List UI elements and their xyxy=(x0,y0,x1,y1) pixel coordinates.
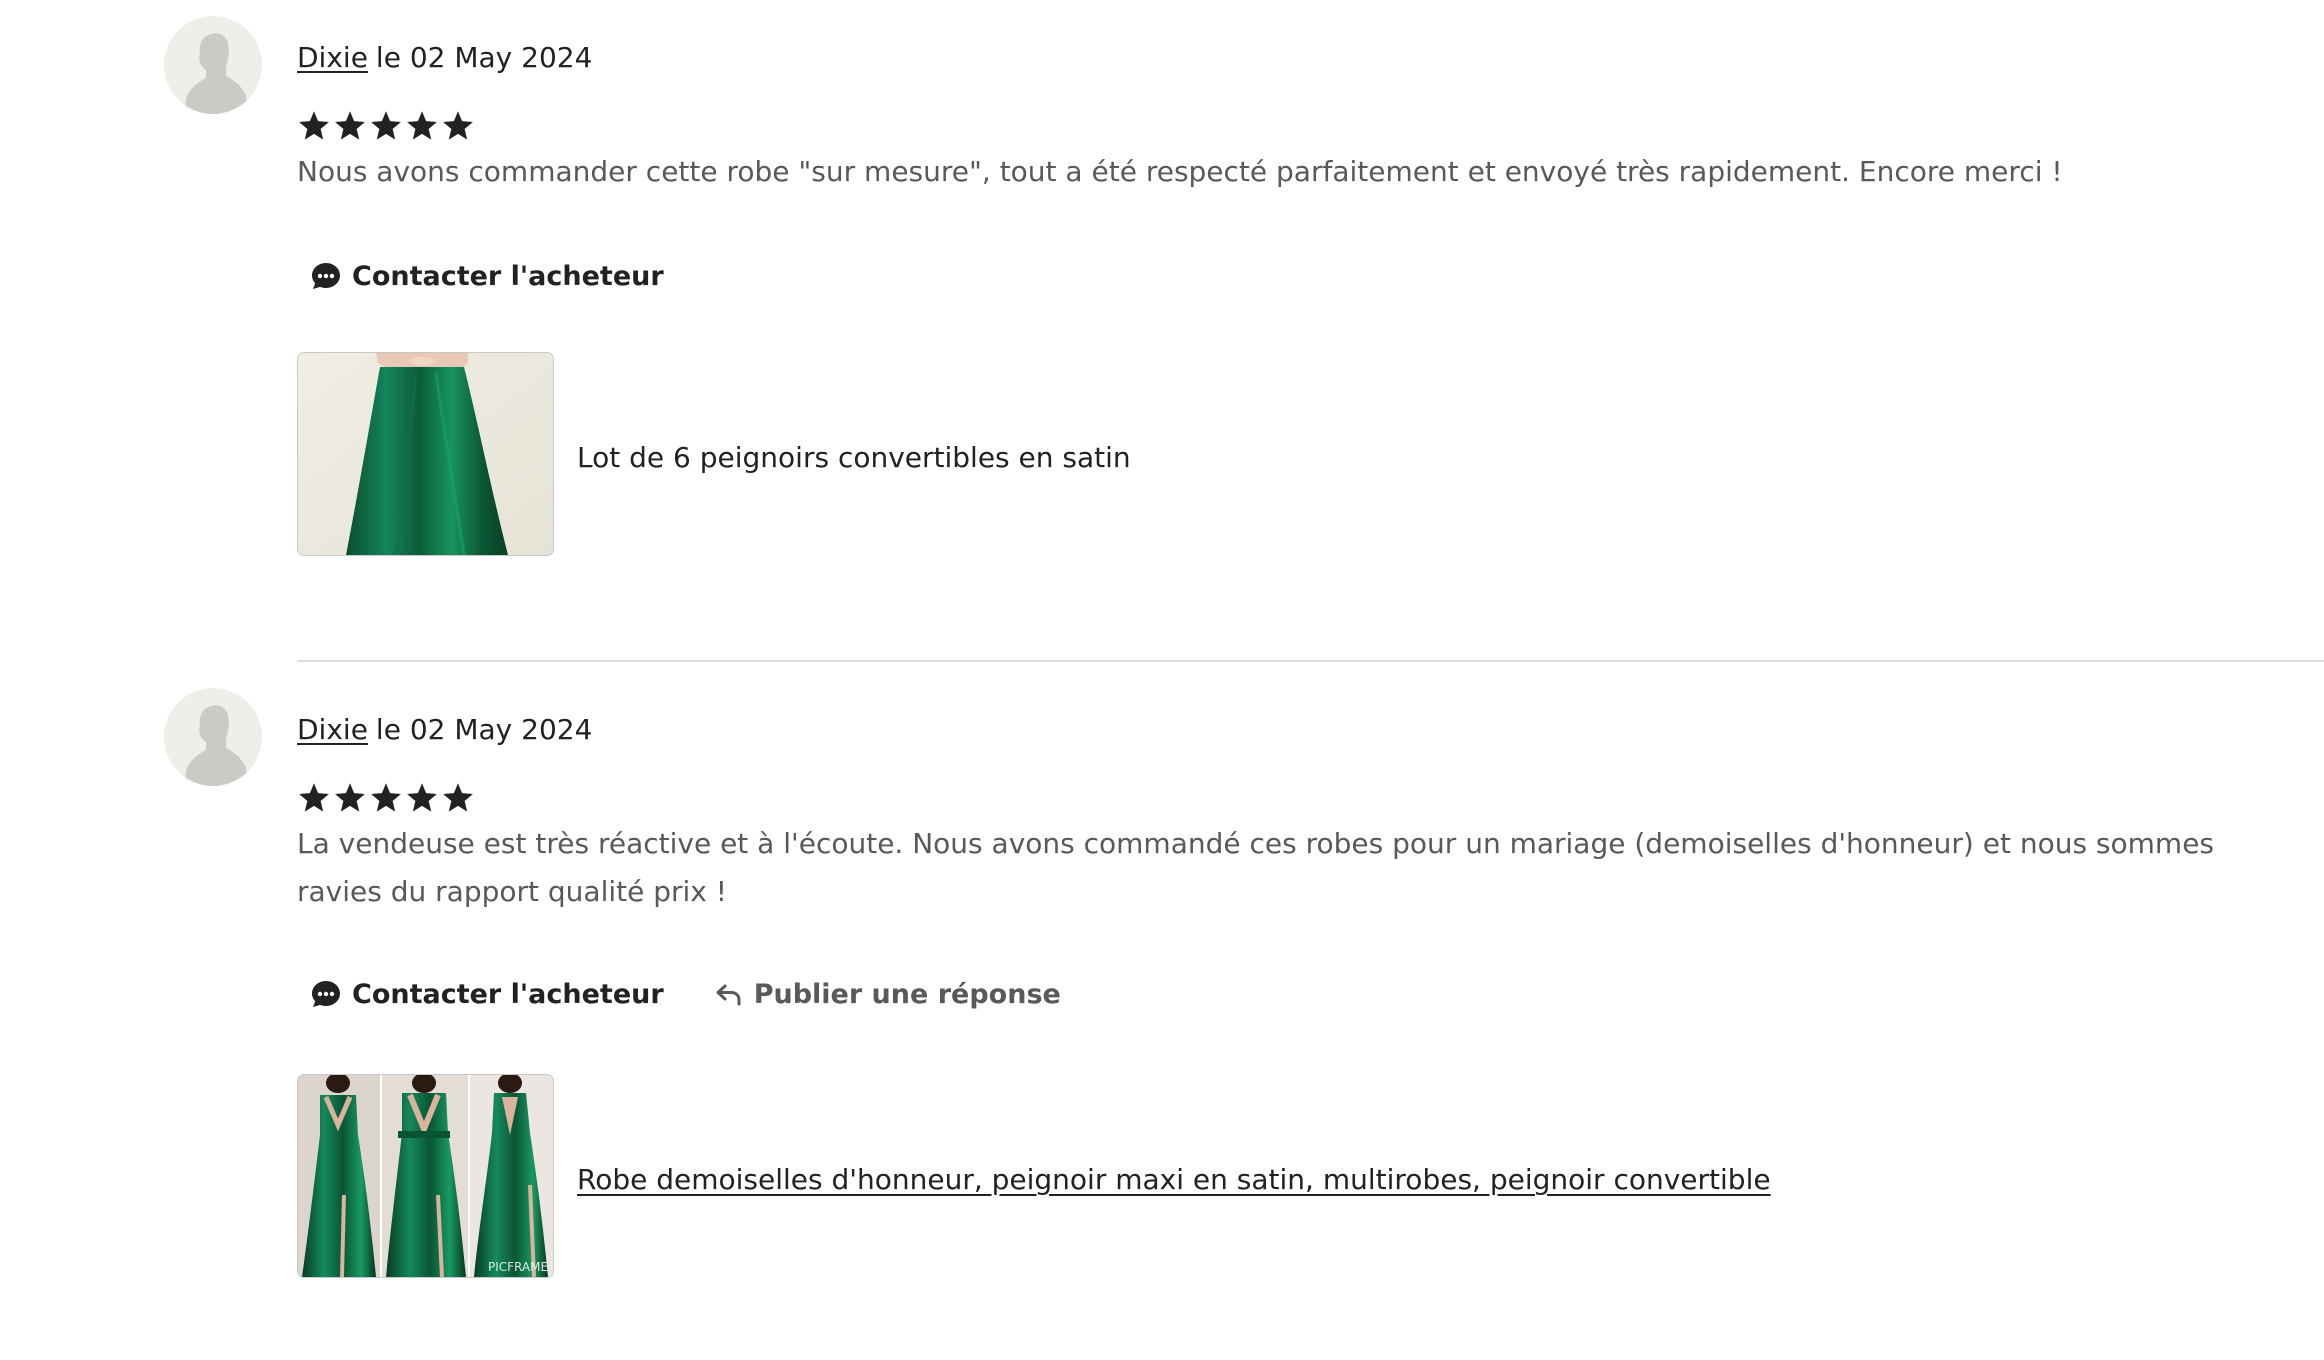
thumbnail-watermark: PICFRAME xyxy=(488,1260,549,1274)
listing-thumbnail[interactable] xyxy=(297,352,554,556)
contact-buyer-label: Contacter l'acheteur xyxy=(352,978,664,1010)
listing-thumbnail[interactable] xyxy=(297,1074,554,1278)
listing-title-link[interactable]: Robe demoiselles d'honneur, peignoir maxi en satin, multirobes, peignoir convertible xyxy=(577,1163,1771,1196)
contact-buyer-button[interactable] xyxy=(310,260,664,292)
reviewer-avatar xyxy=(164,16,262,114)
review-actions xyxy=(310,260,664,292)
star-icon xyxy=(441,109,475,143)
review-item xyxy=(0,0,2324,660)
star-icon xyxy=(369,109,403,143)
star-icon xyxy=(441,781,475,815)
reply-arrow-icon xyxy=(714,979,744,1009)
review-meta xyxy=(297,712,592,748)
review-meta xyxy=(297,40,592,76)
contact-buyer-button[interactable] xyxy=(310,978,664,1010)
review-text: La vendeuse est très réactive et à l'écoute. Nous avons commandé ces robes pour un mariage (demoiselles d'honneur) et nous sommes ravies du rapport qualité prix ! xyxy=(297,827,2215,908)
star-icon xyxy=(369,781,403,815)
review-item xyxy=(0,672,2324,1360)
star-icon xyxy=(297,109,331,143)
listing-title: Lot de 6 peignoirs convertibles en satin xyxy=(577,441,1131,474)
star-icon xyxy=(405,109,439,143)
star-rating xyxy=(297,109,475,143)
post-reply-label: Publier une réponse xyxy=(753,978,1061,1010)
message-bubble-icon xyxy=(310,978,342,1010)
star-icon xyxy=(333,109,367,143)
review-actions xyxy=(310,978,1061,1010)
message-bubble-icon xyxy=(310,260,342,292)
star-rating xyxy=(297,781,475,815)
reviewer-name-link[interactable]: Dixie xyxy=(297,41,368,74)
star-icon xyxy=(297,781,331,815)
default-user-avatar-icon xyxy=(164,16,262,114)
contact-buyer-label: Contacter l'acheteur xyxy=(352,260,664,292)
bridesmaid-dresses-photo xyxy=(298,1075,553,1277)
review-date: le 02 May 2024 xyxy=(375,41,593,74)
post-reply-button[interactable] xyxy=(714,979,1061,1010)
default-user-avatar-icon xyxy=(164,688,262,786)
reviewer-avatar xyxy=(164,688,262,786)
star-icon xyxy=(333,781,367,815)
reviewer-name-link[interactable]: Dixie xyxy=(297,713,368,746)
review-divider xyxy=(297,660,2324,662)
review-date: le 02 May 2024 xyxy=(375,713,593,746)
star-icon xyxy=(405,781,439,815)
green-skirt-photo xyxy=(298,353,553,555)
review-text: Nous avons commander cette robe "sur mesure", tout a été respecté parfaitement et envoyé très rapidement. Encore merci ! xyxy=(297,155,2063,188)
